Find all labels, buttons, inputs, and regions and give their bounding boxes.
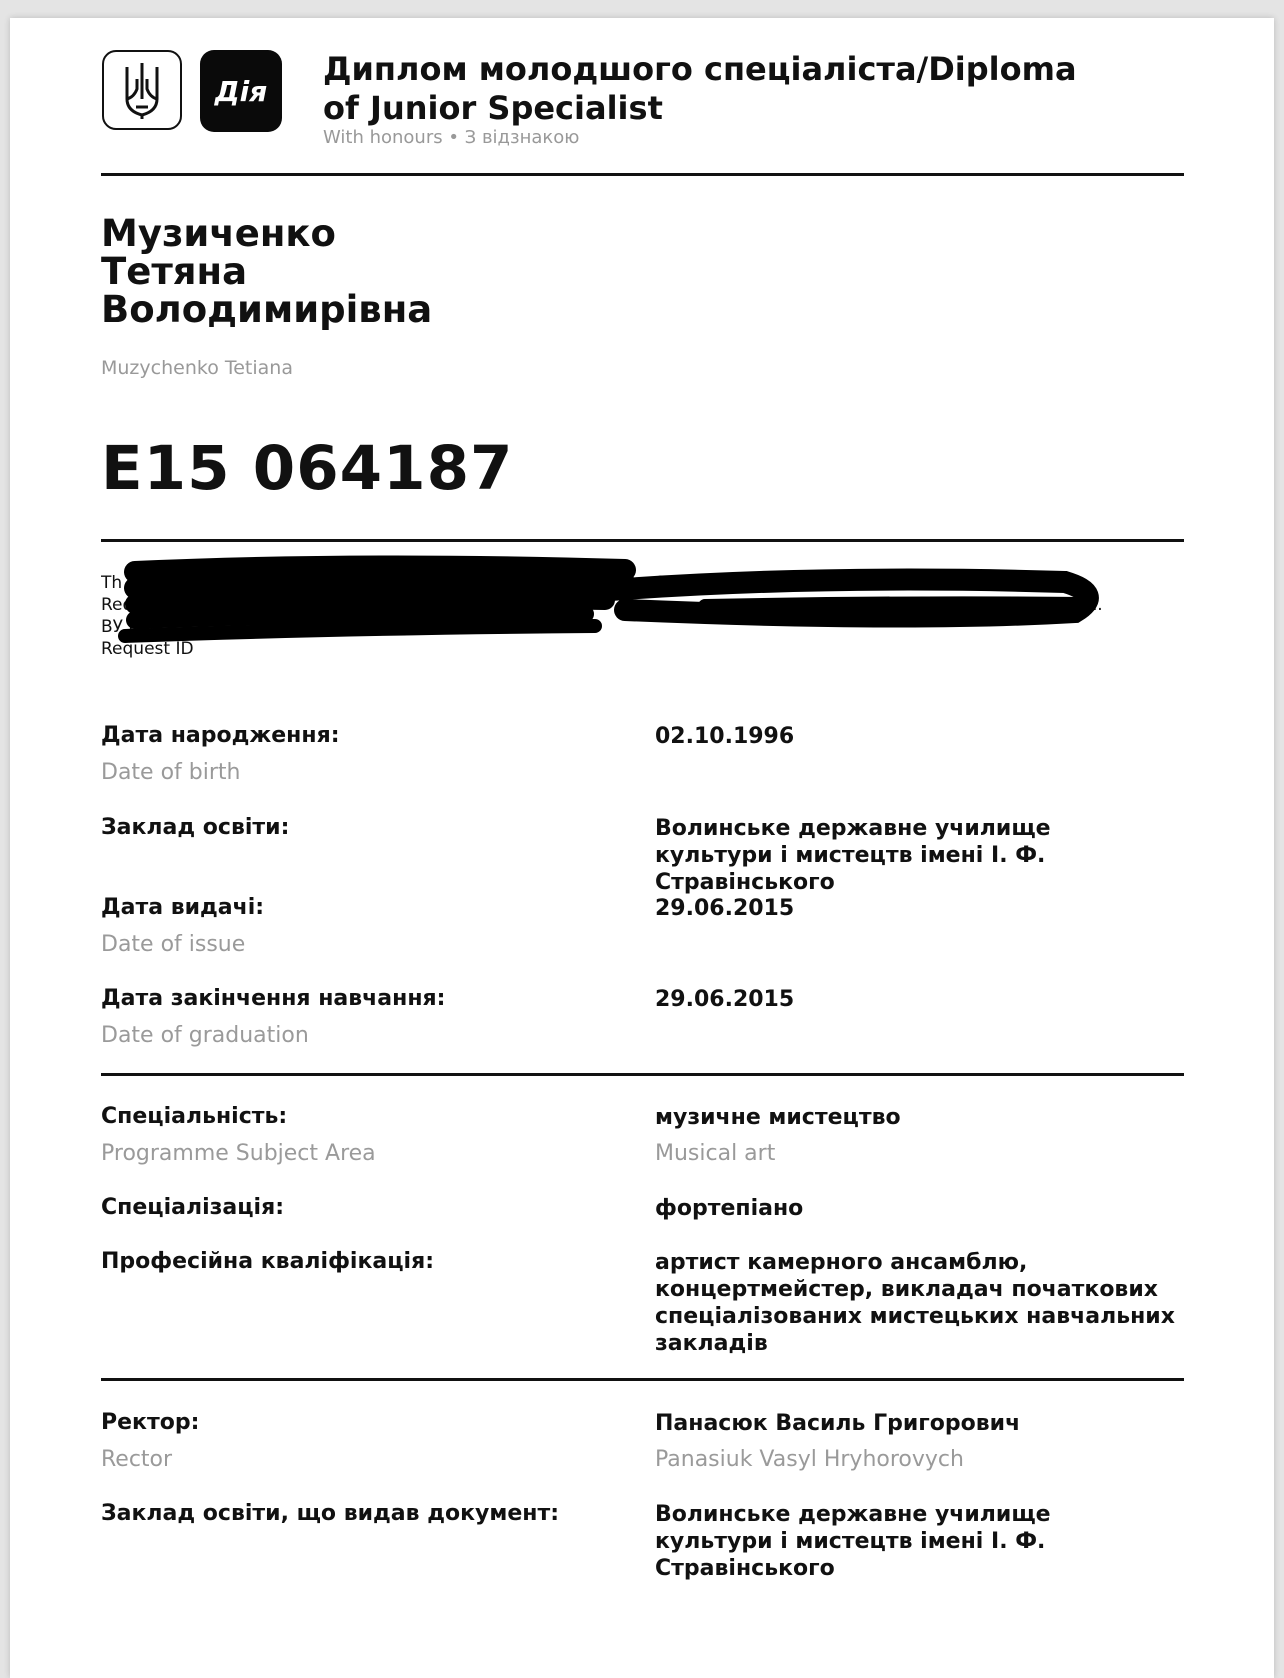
specialty-label: Спеціальність: <box>101 1104 288 1129</box>
document-title: Диплом молодшого спеціаліста/Diploma of Junior Specialist <box>323 50 1077 127</box>
specialty-value: музичне мистецтво <box>655 1105 901 1130</box>
holder-surname: Музиченко <box>101 212 336 255</box>
meta-line-4: Request ID <box>101 639 194 659</box>
divider <box>101 1073 1184 1076</box>
graduation-value: 29.06.2015 <box>655 987 795 1012</box>
graduation-sub-label: Date of graduation <box>101 1023 309 1048</box>
issue-value: 29.06.2015 <box>655 896 795 921</box>
meta-line-3: ВУ кон <box>101 617 161 637</box>
diia-logo-text: Дія <box>214 74 268 108</box>
issue-sub-label: Date of issue <box>101 932 246 957</box>
holder-patronymic: Володимирівна <box>101 288 433 331</box>
birth-sub-label: Date of birth <box>101 760 241 785</box>
trident-icon <box>102 50 182 130</box>
institution-label: Заклад освіти: <box>101 815 290 840</box>
divider <box>101 173 1184 176</box>
issuer-value: Волинське державне училище культури і мистецтв імені І. Ф. Стравінського <box>655 1502 1051 1581</box>
birth-value: 02.10.1996 <box>655 724 795 749</box>
issuer-label: Заклад освіти, що видав документ: <box>101 1501 560 1526</box>
specialty-value-sub: Musical art <box>655 1141 776 1166</box>
birth-label: Дата народження: <box>101 723 340 748</box>
holder-given-name: Тетяна <box>101 250 248 293</box>
holder-name <box>101 212 433 331</box>
divider <box>101 539 1184 542</box>
document-subtitle: With honours • З відзнакою <box>323 127 580 148</box>
meta-line-2: Request i <box>101 595 181 615</box>
qualification-value: артист камерного ансамблю, концертмейстер, викладач початкових спеціалізованих мистецьких навчальних закладів <box>655 1250 1175 1356</box>
graduation-label: Дата закінчення навчання: <box>101 986 446 1011</box>
issue-label: Дата видачі: <box>101 895 265 920</box>
rector-sub-label: Rector <box>101 1447 173 1472</box>
holder-latin-name: Muzychenko Tetiana <box>101 357 293 379</box>
meta-line-1: Th <box>101 573 123 593</box>
diia-logo <box>200 50 282 132</box>
specialty-sub-label: Programme Subject Area <box>101 1141 376 1166</box>
institution-value: Волинське державне училище культури і мистецтв імені І. Ф. Стравінського <box>655 816 1051 895</box>
meta-line-2-tail: /сп. <box>1071 595 1103 615</box>
rector-value: Панасюк Василь Григорович <box>655 1411 1021 1436</box>
rector-label: Ректор: <box>101 1410 200 1435</box>
redaction-scribble <box>105 554 1165 664</box>
document-number: E15 064187 <box>101 433 514 504</box>
specialization-label: Спеціалізація: <box>101 1195 285 1220</box>
document-sheet <box>10 18 1274 1678</box>
qualification-label: Професійна кваліфікація: <box>101 1249 434 1274</box>
meta-time: 22:05:21 <box>656 573 733 593</box>
specialization-value: фортепіано <box>655 1196 804 1221</box>
divider <box>101 1378 1184 1381</box>
rector-value-sub: Panasiuk Vasyl Hryhorovych <box>655 1447 964 1472</box>
